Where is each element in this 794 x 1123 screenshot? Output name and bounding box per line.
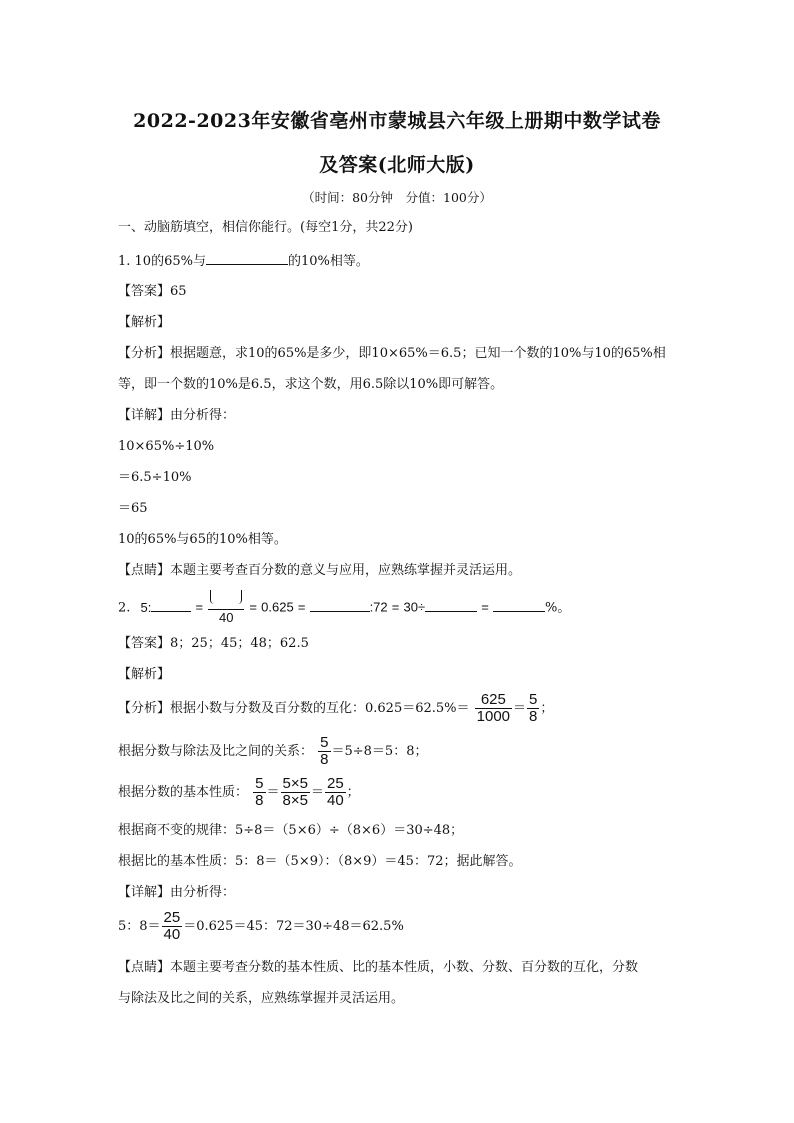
q2-comment-2: 与除法及比之间的关系，应熟练掌握并灵活运用。: [118, 991, 405, 1006]
q1-analysis-2: 等，即一个数的10%是6.5，求这个数，用6.5除以10%即可解答。: [118, 377, 504, 392]
q2-blank-2: [210, 590, 242, 604]
question-2: [118, 590, 570, 626]
q2-a1-semi: ；: [540, 701, 554, 716]
page-title: 2022-2023年安徽省亳州市蒙城县六年级上册期中数学试卷: [133, 110, 661, 132]
q2-analysis-label: 【解析】: [118, 667, 171, 682]
q2-detail: [118, 910, 404, 943]
q2-a1-eq: ＝: [513, 701, 527, 716]
q2-analysis-1: [118, 692, 553, 725]
q1-prompt-a: 1. 10的65%与: [118, 254, 206, 269]
q2-a1-num-2: 5: [529, 691, 538, 708]
q2-ratio-start: 5:: [140, 599, 152, 615]
q2-a3-eq-2: ＝: [310, 785, 324, 800]
q2-a1-num-1: 625: [475, 692, 512, 709]
q2-ratio-72: :72: [369, 599, 388, 615]
exam-meta: （时间：80分钟 分值：100分）: [302, 190, 492, 205]
q2-blank-3: [310, 599, 370, 612]
q2-a3-text-a: 根据分数的基本性质：: [118, 785, 249, 800]
q2-eq-1: =: [195, 599, 204, 615]
q2-a1-frac-2: [527, 692, 539, 725]
q1-answer: 【答案】65: [118, 284, 187, 299]
q2-a2-den: 8: [320, 751, 329, 768]
q2-detail-label: 【详解】由分析得：: [118, 885, 236, 900]
q2-detail-frac: [162, 910, 183, 943]
q2-a1-text: 【分析】根据小数与分数及百分数的互化：0.625＝62.5%＝: [118, 701, 470, 716]
q1-step-3: ＝65: [118, 501, 148, 516]
q1-prompt-b: 的10%相等。: [287, 254, 369, 269]
q2-blank-1: [151, 599, 191, 612]
q1-comment: 【点睛】本题主要考查百分数的意义与应用，应熟练掌握并灵活运用。: [118, 563, 522, 578]
q1-step-2: ＝6.5÷10%: [118, 470, 192, 485]
q1-conclusion: 10的65%与65的10%相等。: [118, 532, 287, 547]
q2-eq-4: =: [391, 599, 400, 615]
q2-decimal: 0.625: [261, 599, 294, 615]
q2-fraction-denominator: 40: [219, 610, 234, 625]
q1-detail-label: 【详解】由分析得：: [118, 408, 236, 423]
q2-a2-text-a: 根据分数与除法及比之间的关系：: [118, 744, 314, 759]
q2-a3-num-1: 5: [255, 775, 264, 792]
q2-blank-5: [493, 599, 545, 612]
q2-percent: %。: [545, 600, 571, 616]
q2-a2-frac: [318, 735, 330, 768]
q2-eq-2: =: [249, 599, 257, 615]
q2-a3-eq-1: ＝: [266, 785, 280, 800]
q2-a3-num-2: 5×5: [282, 775, 308, 792]
q2-detail-den: 40: [163, 926, 181, 943]
q2-comment-1: 【点睛】本题主要考查分数的基本性质、比的基本性质，小数、分数、百分数的互化，分数: [118, 960, 639, 975]
q2-analysis-5: 根据比的基本性质：5：8＝（5×9）：（8×9）＝45：72；据此解答。: [118, 854, 522, 869]
q2-a1-den-1: 1000: [476, 708, 511, 725]
q2-blank-4: [425, 599, 477, 612]
q1-analysis-label: 【解析】: [118, 315, 171, 330]
q2-detail-a: 5：8＝: [118, 919, 161, 934]
q1-step-1: 10×65%÷10%: [118, 439, 215, 454]
q2-detail-num: 25: [163, 909, 181, 926]
q2-a3-frac-1: [253, 776, 265, 809]
q2-a1-den-2: 8: [529, 708, 538, 725]
question-1: [118, 252, 369, 270]
q2-analysis-2: [118, 735, 427, 768]
q2-eq-3: =: [297, 599, 306, 615]
section-heading: 一、动脑筋填空，相信你能行。(每空1分，共22分): [118, 220, 413, 235]
q2-analysis-4: 根据商不变的规律：5÷8＝（5×6）÷（8×6）＝30÷48；: [118, 823, 464, 838]
q2-number: 2.: [118, 600, 131, 616]
q2-a3-frac-3: [325, 776, 346, 809]
q2-div-30: 30÷: [403, 599, 426, 615]
q1-answer-blank: [206, 252, 288, 265]
q2-eq-5: =: [481, 599, 489, 615]
q1-analysis-1: 【分析】根据题意，求10的65%是多少，即10×65%＝6.5；已知一个数的10%与10的65%相: [118, 346, 666, 361]
q2-a3-num-3: 25: [326, 775, 344, 792]
q2-answer: 【答案】8；25；45；48；62.5: [118, 636, 309, 651]
q2-fraction: [208, 590, 244, 626]
q2-a3-den-3: 40: [326, 792, 344, 809]
q2-a3-frac-2: [281, 776, 310, 809]
q2-detail-b: ＝0.625＝45：72＝30÷48＝62.5%: [183, 919, 404, 934]
q2-a2-num: 5: [320, 734, 329, 751]
page-title-line2: 及答案(北师大版): [319, 154, 475, 176]
q2-a3-den-2: 8×5: [282, 792, 308, 809]
q2-a2-text-b: ＝5÷8＝5：8；: [331, 744, 428, 759]
q2-fraction-numerator: [208, 590, 244, 610]
q2-analysis-3: [118, 776, 360, 809]
q2-a3-den-1: 8: [255, 792, 264, 809]
q2-a1-frac-1: [475, 692, 512, 725]
q2-a3-semi: ；: [346, 785, 360, 800]
